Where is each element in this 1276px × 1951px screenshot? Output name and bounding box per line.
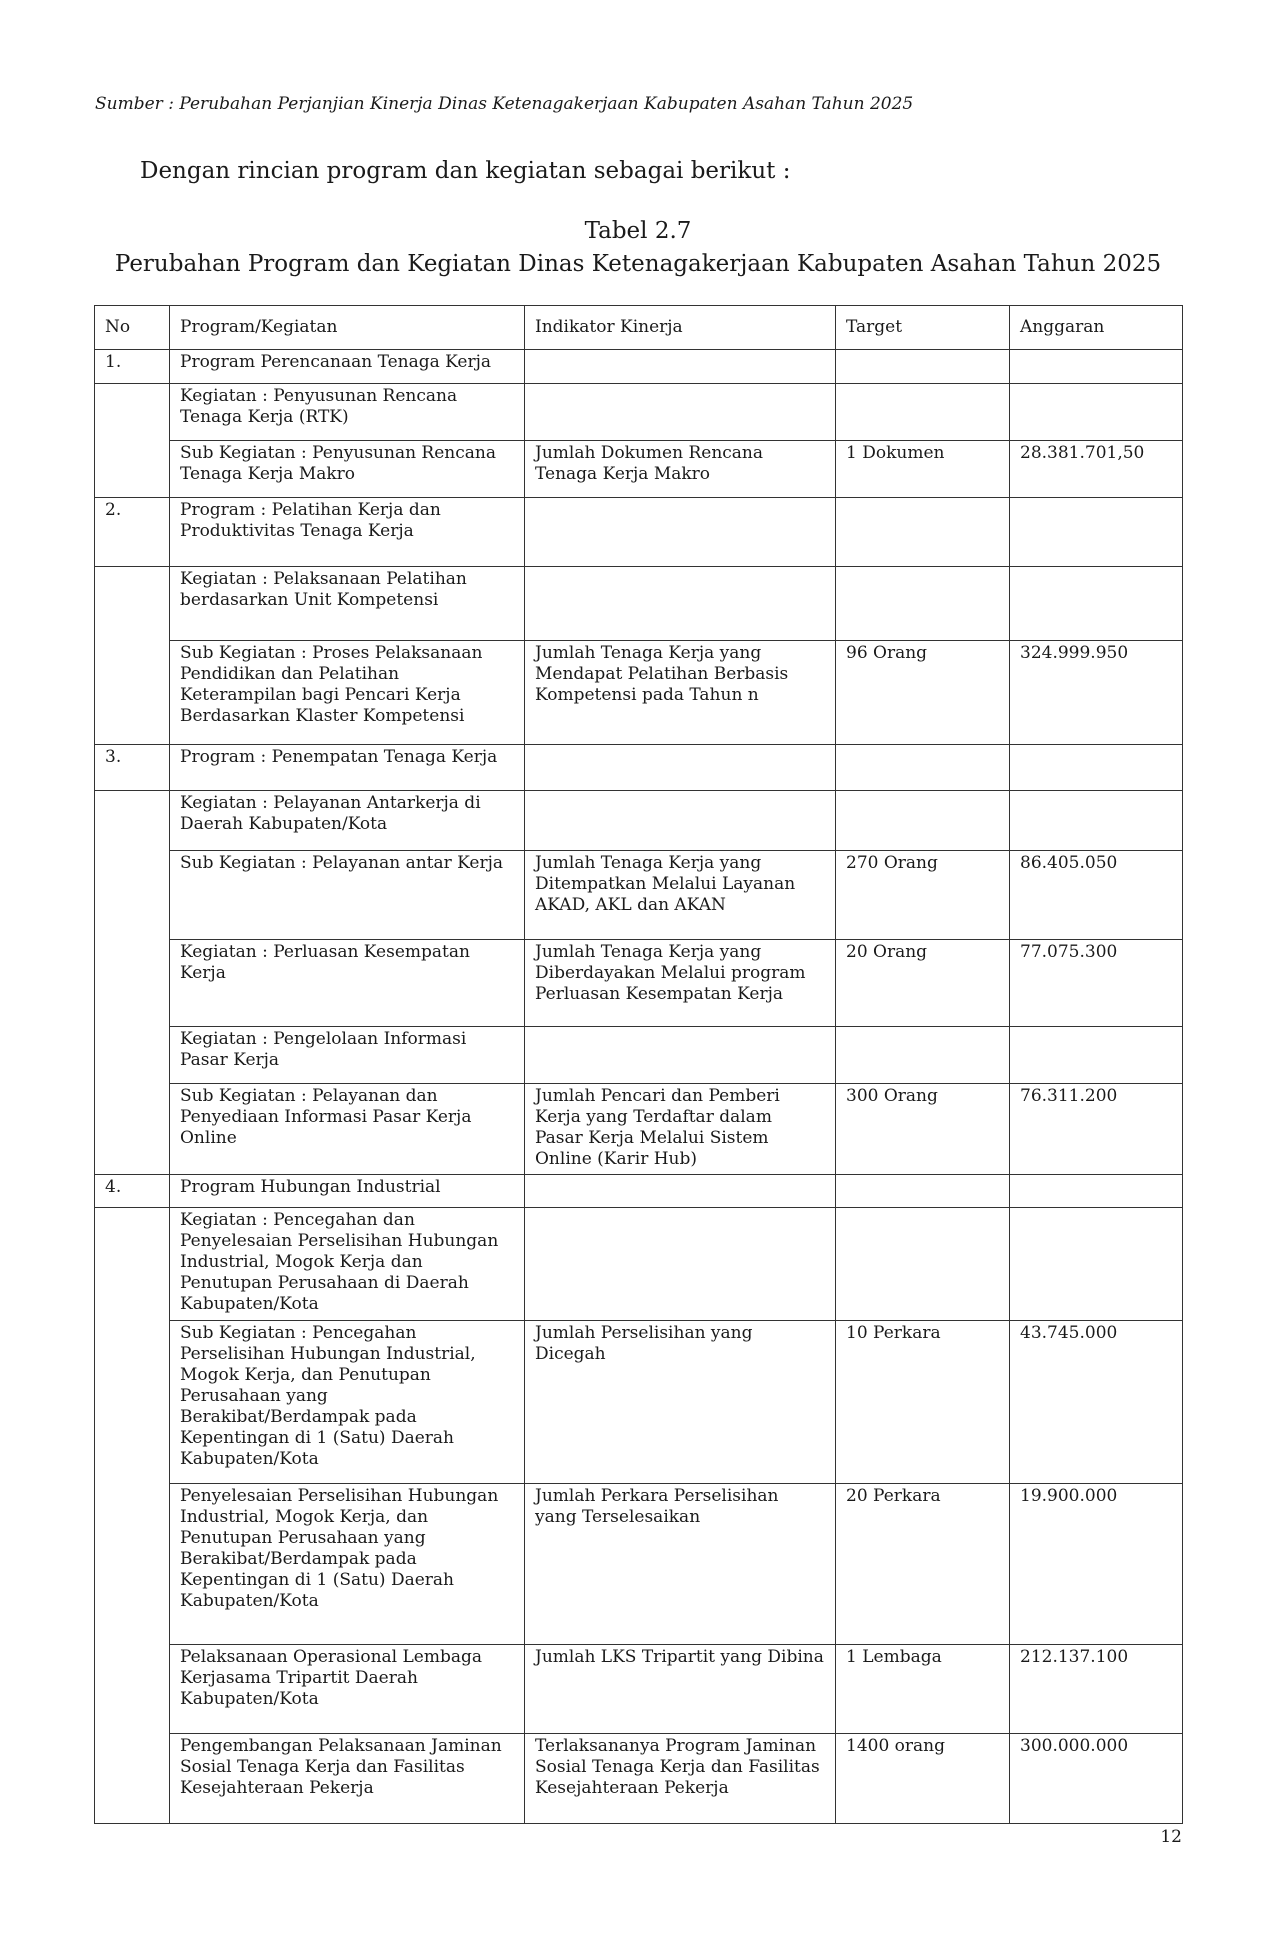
- cell-anggaran: 43.745.000: [1010, 1321, 1183, 1484]
- cell-indikator: Jumlah Tenaga Kerja yang Ditempatkan Melalui Layanan AKAD, AKL dan AKAN: [525, 851, 836, 940]
- cell-program: Program : Penempatan Tenaga Kerja: [170, 745, 525, 791]
- cell-indikator: [525, 745, 836, 791]
- cell-target: [836, 384, 1010, 441]
- table-header-row: [95, 306, 1183, 350]
- cell-indikator: [525, 1175, 836, 1208]
- cell-indikator: Terlaksananya Program Jaminan Sosial Tenaga Kerja dan Fasilitas Kesejahteraan Pekerja: [525, 1734, 836, 1824]
- table-row: [95, 1484, 1183, 1645]
- table-row: [95, 641, 1183, 745]
- cell-indikator: Jumlah Dokumen Rencana Tenaga Kerja Makro: [525, 441, 836, 498]
- cell-anggaran: [1010, 791, 1183, 851]
- cell-indikator: [525, 384, 836, 441]
- cell-indikator: [525, 791, 836, 851]
- cell-program: Program : Pelatihan Kerja dan Produktivitas Tenaga Kerja: [170, 498, 525, 567]
- cell-target: 10 Perkara: [836, 1321, 1010, 1484]
- table-row: [95, 1208, 1183, 1321]
- cell-program: Sub Kegiatan : Pelayanan antar Kerja: [170, 851, 525, 940]
- cell-anggaran: [1010, 1027, 1183, 1084]
- cell-anggaran: 86.405.050: [1010, 851, 1183, 940]
- cell-no: [95, 1484, 170, 1645]
- page-number: 12: [1160, 1827, 1182, 1847]
- table-row: [95, 498, 1183, 567]
- table-row: [95, 851, 1183, 940]
- cell-program: Kegiatan : Pelayanan Antarkerja di Daerah Kabupaten/Kota: [170, 791, 525, 851]
- cell-no: 1.: [95, 350, 170, 384]
- cell-target: [836, 1208, 1010, 1321]
- cell-no: [95, 1321, 170, 1484]
- intro-paragraph: Dengan rincian program dan kegiatan sebagai berikut :: [140, 158, 791, 184]
- cell-target: [836, 567, 1010, 641]
- cell-program: Pengembangan Pelaksanaan Jaminan Sosial Tenaga Kerja dan Fasilitas Kesejahteraan Pekerja: [170, 1734, 525, 1824]
- cell-target: 20 Orang: [836, 940, 1010, 1027]
- cell-anggaran: 28.381.701,50: [1010, 441, 1183, 498]
- cell-target: 1 Dokumen: [836, 441, 1010, 498]
- table-row: [95, 1175, 1183, 1208]
- cell-program: Kegiatan : Penyusunan Rencana Tenaga Kerja (RTK): [170, 384, 525, 441]
- table-row: [95, 441, 1183, 498]
- cell-anggaran: 300.000.000: [1010, 1734, 1183, 1824]
- cell-anggaran: 212.137.100: [1010, 1645, 1183, 1734]
- cell-no: [95, 441, 170, 498]
- cell-no: [95, 851, 170, 940]
- cell-target: 1 Lembaga: [836, 1645, 1010, 1734]
- cell-no: [95, 1208, 170, 1321]
- header-target: Target: [836, 306, 1010, 350]
- program-table: [94, 305, 1183, 1824]
- cell-no: 3.: [95, 745, 170, 791]
- cell-no: [95, 641, 170, 745]
- cell-program: Kegiatan : Pencegahan dan Penyelesaian Perselisihan Hubungan Industrial, Mogok Kerja dan Penutupan Perusahaan di Daerah Kabupaten/Kota: [170, 1208, 525, 1321]
- header-program: Program/Kegiatan: [170, 306, 525, 350]
- cell-no: 4.: [95, 1175, 170, 1208]
- cell-program: Program Perencanaan Tenaga Kerja: [170, 350, 525, 384]
- header-no: No: [95, 306, 170, 350]
- cell-indikator: Jumlah Pencari dan Pemberi Kerja yang Terdaftar dalam Pasar Kerja Melalui Sistem Online (Karir Hub): [525, 1084, 836, 1175]
- cell-target: 96 Orang: [836, 641, 1010, 745]
- cell-no: [95, 1645, 170, 1734]
- cell-indikator: [525, 498, 836, 567]
- table-row: [95, 745, 1183, 791]
- cell-anggaran: 76.311.200: [1010, 1084, 1183, 1175]
- cell-program: Penyelesaian Perselisihan Hubungan Industrial, Mogok Kerja, dan Penutupan Perusahaan yang Berakibat/Berdampak pada Kepentingan di 1 (Satu) Daerah Kabupaten/Kota: [170, 1484, 525, 1645]
- cell-target: 270 Orang: [836, 851, 1010, 940]
- cell-no: [95, 1084, 170, 1175]
- cell-target: [836, 1175, 1010, 1208]
- cell-anggaran: [1010, 1208, 1183, 1321]
- cell-target: [836, 498, 1010, 567]
- cell-indikator: Jumlah Perselisihan yang Dicegah: [525, 1321, 836, 1484]
- cell-program: Pelaksanaan Operasional Lembaga Kerjasama Tripartit Daerah Kabupaten/Kota: [170, 1645, 525, 1734]
- cell-target: [836, 350, 1010, 384]
- table-row: [95, 1734, 1183, 1824]
- cell-target: [836, 745, 1010, 791]
- cell-program: Program Hubungan Industrial: [170, 1175, 525, 1208]
- cell-indikator: Jumlah Perkara Perselisihan yang Terselesaikan: [525, 1484, 836, 1645]
- table-caption-number: Tabel 2.7: [584, 218, 692, 244]
- cell-anggaran: [1010, 498, 1183, 567]
- table-row: [95, 1645, 1183, 1734]
- cell-program: Sub Kegiatan : Penyusunan Rencana Tenaga Kerja Makro: [170, 441, 525, 498]
- table-row: [95, 350, 1183, 384]
- cell-indikator: [525, 567, 836, 641]
- cell-anggaran: 19.900.000: [1010, 1484, 1183, 1645]
- cell-anggaran: [1010, 350, 1183, 384]
- cell-target: 1400 orang: [836, 1734, 1010, 1824]
- cell-no: 2.: [95, 498, 170, 567]
- cell-program: Sub Kegiatan : Pencegahan Perselisihan Hubungan Industrial, Mogok Kerja, dan Penutupan Perusahaan yang Berakibat/Berdampak pada Kepentingan di 1 (Satu) Daerah Kabupaten/Kota: [170, 1321, 525, 1484]
- cell-indikator: [525, 1208, 836, 1321]
- cell-target: [836, 1027, 1010, 1084]
- header-indikator: Indikator Kinerja: [525, 306, 836, 350]
- table-row: [95, 384, 1183, 441]
- table-row: [95, 1084, 1183, 1175]
- cell-no: [95, 1027, 170, 1084]
- source-note: Sumber : Perubahan Perjanjian Kinerja Dinas Ketenagakerjaan Kabupaten Asahan Tahun 2025: [95, 94, 914, 114]
- cell-program: Kegiatan : Pengelolaan Informasi Pasar Kerja: [170, 1027, 525, 1084]
- cell-target: 20 Perkara: [836, 1484, 1010, 1645]
- table-row: [95, 1321, 1183, 1484]
- cell-program: Kegiatan : Pelaksanaan Pelatihan berdasarkan Unit Kompetensi: [170, 567, 525, 641]
- cell-program: Kegiatan : Perluasan Kesempatan Kerja: [170, 940, 525, 1027]
- table-row: [95, 791, 1183, 851]
- cell-no: [95, 940, 170, 1027]
- cell-indikator: [525, 1027, 836, 1084]
- cell-no: [95, 567, 170, 641]
- cell-anggaran: 77.075.300: [1010, 940, 1183, 1027]
- cell-no: [95, 1734, 170, 1824]
- cell-indikator: [525, 350, 836, 384]
- cell-indikator: Jumlah Tenaga Kerja yang Diberdayakan Melalui program Perluasan Kesempatan Kerja: [525, 940, 836, 1027]
- cell-program: Sub Kegiatan : Pelayanan dan Penyediaan Informasi Pasar Kerja Online: [170, 1084, 525, 1175]
- cell-target: 300 Orang: [836, 1084, 1010, 1175]
- table-row: [95, 567, 1183, 641]
- cell-anggaran: 324.999.950: [1010, 641, 1183, 745]
- header-anggaran: Anggaran: [1010, 306, 1183, 350]
- table-row: [95, 940, 1183, 1027]
- cell-anggaran: [1010, 745, 1183, 791]
- cell-indikator: Jumlah Tenaga Kerja yang Mendapat Pelatihan Berbasis Kompetensi pada Tahun n: [525, 641, 836, 745]
- cell-target: [836, 791, 1010, 851]
- cell-indikator: Jumlah LKS Tripartit yang Dibina: [525, 1645, 836, 1734]
- cell-no: [95, 384, 170, 441]
- cell-anggaran: [1010, 384, 1183, 441]
- cell-anggaran: [1010, 1175, 1183, 1208]
- cell-no: [95, 791, 170, 851]
- cell-program: Sub Kegiatan : Proses Pelaksanaan Pendidikan dan Pelatihan Keterampilan bagi Pencari Kerja Berdasarkan Klaster Kompetensi: [170, 641, 525, 745]
- table-caption-title: Perubahan Program dan Kegiatan Dinas Ketenagakerjaan Kabupaten Asahan Tahun 2025: [114, 251, 1162, 277]
- table-row: [95, 1027, 1183, 1084]
- cell-anggaran: [1010, 567, 1183, 641]
